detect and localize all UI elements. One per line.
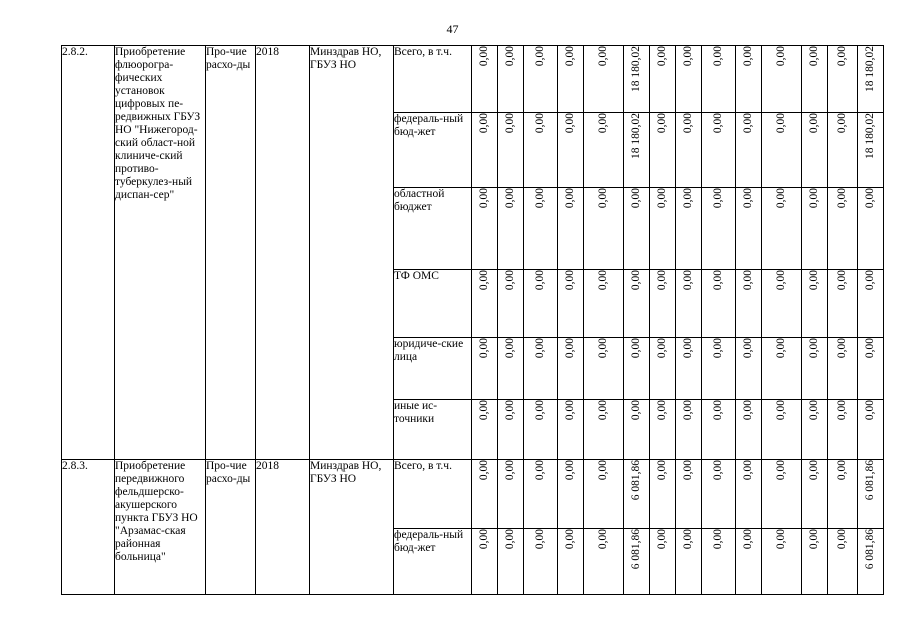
amount-value: 0,00 (656, 460, 668, 481)
funding-source: иные ис-точники (394, 400, 472, 460)
amount-cell (828, 113, 858, 188)
amount-value: 0,00 (712, 46, 724, 67)
amount-value: 0,00 (656, 529, 668, 550)
executor: Минздрав НО, ГБУЗ НО (310, 46, 394, 460)
amount-value: 0,00 (836, 113, 848, 134)
amount-cell (702, 338, 736, 400)
amount-cell (858, 188, 884, 270)
amount-cell (472, 113, 498, 188)
amount-cell (584, 338, 624, 400)
amount-value: 0,00 (742, 46, 754, 67)
amount-value: 0,00 (478, 188, 490, 209)
amount-cell (624, 338, 650, 400)
amount-cell (624, 400, 650, 460)
amount-value: 0,00 (656, 46, 668, 67)
amount-cell (650, 338, 676, 400)
amount-cell (802, 113, 828, 188)
amount-value: 0,00 (682, 46, 694, 67)
amount-value: 0,00 (712, 270, 724, 291)
amount-value: 0,00 (534, 270, 546, 291)
amount-value: 0,00 (564, 270, 576, 291)
funding-source: ТФ ОМС (394, 270, 472, 338)
amount-cell (702, 400, 736, 460)
amount-cell (802, 46, 828, 113)
amount-cell (858, 338, 884, 400)
amount-cell (858, 460, 884, 529)
amount-cell (802, 338, 828, 400)
amount-value: 0,00 (712, 338, 724, 359)
funding-source: областной бюджет (394, 188, 472, 270)
amount-cell (650, 113, 676, 188)
amount-value: 0,00 (742, 400, 754, 421)
amount-value: 0,00 (534, 529, 546, 550)
amount-value: 0,00 (808, 338, 820, 359)
amount-cell (650, 529, 676, 595)
amount-value: 0,00 (775, 270, 787, 291)
amount-value: 0,00 (682, 270, 694, 291)
amount-value: 0,00 (808, 46, 820, 67)
amount-value: 0,00 (478, 270, 490, 291)
amount-cell (858, 400, 884, 460)
amount-value: 0,00 (836, 188, 848, 209)
amount-value: 0,00 (808, 460, 820, 481)
amount-value: 0,00 (682, 400, 694, 421)
amount-cell (762, 529, 802, 595)
amount-value: 0,00 (478, 338, 490, 359)
amount-cell (702, 460, 736, 529)
amount-cell (702, 46, 736, 113)
amount-cell (472, 270, 498, 338)
amount-cell (498, 113, 524, 188)
item-name: Приобретение передвижного фельдшерско-акушерского пункта ГБУЗ НО "Арзамас-ская районная больница" (115, 460, 206, 595)
amount-cell (650, 188, 676, 270)
amount-value: 0,00 (864, 400, 876, 421)
amount-value: 0,00 (656, 188, 668, 209)
amount-value: 0,00 (597, 270, 609, 291)
amount-value: 0,00 (836, 338, 848, 359)
amount-cell (624, 46, 650, 113)
amount-value: 0,00 (775, 460, 787, 481)
amount-cell (828, 338, 858, 400)
amount-value: 0,00 (597, 460, 609, 481)
item-number: 2.8.3. (62, 460, 115, 595)
amount-cell (828, 529, 858, 595)
amount-value: 0,00 (656, 113, 668, 134)
amount-cell (584, 46, 624, 113)
amount-cell (762, 338, 802, 400)
amount-cell (676, 460, 702, 529)
amount-cell (828, 400, 858, 460)
amount-cell (524, 113, 558, 188)
amount-cell (762, 400, 802, 460)
amount-cell (802, 460, 828, 529)
amount-cell (676, 529, 702, 595)
amount-cell (584, 529, 624, 595)
amount-value: 0,00 (630, 400, 642, 421)
amount-value: 0,00 (775, 338, 787, 359)
amount-value: 0,00 (478, 113, 490, 134)
amount-cell (558, 400, 584, 460)
amount-value: 0,00 (742, 460, 754, 481)
amount-value: 6 081,86 (864, 529, 876, 570)
amount-cell (584, 188, 624, 270)
amount-cell (624, 113, 650, 188)
amount-cell (828, 188, 858, 270)
amount-value: 0,00 (808, 400, 820, 421)
amount-cell (802, 270, 828, 338)
amount-cell (676, 46, 702, 113)
amount-cell (736, 188, 762, 270)
amount-value: 0,00 (712, 188, 724, 209)
amount-cell (624, 270, 650, 338)
amount-cell (558, 460, 584, 529)
amount-value: 0,00 (564, 338, 576, 359)
amount-value: 0,00 (775, 188, 787, 209)
amount-cell (762, 188, 802, 270)
expense-type: Про-чие расхо-ды (206, 46, 256, 460)
amount-value: 0,00 (712, 529, 724, 550)
amount-value: 0,00 (712, 400, 724, 421)
amount-value: 6 081,86 (630, 529, 642, 570)
amount-value: 0,00 (808, 529, 820, 550)
amount-value: 0,00 (808, 113, 820, 134)
amount-value: 0,00 (504, 46, 516, 67)
amount-cell (736, 529, 762, 595)
amount-value: 0,00 (630, 338, 642, 359)
amount-cell (828, 46, 858, 113)
amount-value: 0,00 (504, 113, 516, 134)
amount-cell (524, 529, 558, 595)
amount-cell (584, 460, 624, 529)
amount-value: 0,00 (564, 400, 576, 421)
amount-value: 0,00 (597, 400, 609, 421)
amount-value: 0,00 (682, 113, 694, 134)
amount-value: 0,00 (564, 529, 576, 550)
amount-cell (858, 270, 884, 338)
amount-value: 0,00 (836, 46, 848, 67)
amount-cell (676, 188, 702, 270)
amount-value: 0,00 (504, 400, 516, 421)
amount-value: 0,00 (504, 460, 516, 481)
amount-value: 0,00 (808, 270, 820, 291)
amount-cell (676, 270, 702, 338)
amount-cell (524, 338, 558, 400)
amount-cell (498, 338, 524, 400)
amount-cell (828, 460, 858, 529)
amount-value: 0,00 (597, 188, 609, 209)
amount-cell (802, 188, 828, 270)
amount-cell (702, 113, 736, 188)
funding-source: федераль-ный бюд-жет (394, 529, 472, 595)
amount-value: 0,00 (534, 188, 546, 209)
amount-value: 0,00 (630, 270, 642, 291)
amount-cell (650, 270, 676, 338)
amount-value: 0,00 (564, 460, 576, 481)
amount-cell (498, 270, 524, 338)
amount-value: 6 081,86 (630, 460, 642, 501)
amount-value: 0,00 (836, 529, 848, 550)
amount-cell (676, 113, 702, 188)
amount-value: 0,00 (682, 529, 694, 550)
amount-value: 18 180,02 (630, 46, 642, 92)
amount-cell (702, 188, 736, 270)
item-number: 2.8.2. (62, 46, 115, 460)
amount-cell (736, 338, 762, 400)
amount-cell (736, 113, 762, 188)
amount-value: 0,00 (682, 460, 694, 481)
amount-cell (858, 46, 884, 113)
amount-value: 0,00 (742, 529, 754, 550)
amount-value: 0,00 (597, 46, 609, 67)
amount-cell (472, 188, 498, 270)
amount-cell (472, 529, 498, 595)
amount-cell (558, 270, 584, 338)
amount-value: 0,00 (597, 113, 609, 134)
amount-cell (472, 46, 498, 113)
amount-value: 0,00 (504, 338, 516, 359)
amount-cell (802, 400, 828, 460)
amount-cell (736, 46, 762, 113)
amount-cell (702, 529, 736, 595)
amount-cell (762, 460, 802, 529)
amount-cell (558, 46, 584, 113)
amount-cell (650, 460, 676, 529)
amount-value: 0,00 (478, 460, 490, 481)
amount-value: 0,00 (742, 270, 754, 291)
amount-value: 0,00 (864, 338, 876, 359)
item-name: Приобретение флюорогра-фических установок цифровых пе-редвижных ГБУЗ НО "Нижегород-ский област-ной клиниче-ский противо-туберкулез-ный диспан-сер" (115, 46, 206, 460)
amount-value: 0,00 (534, 400, 546, 421)
amount-cell (736, 400, 762, 460)
amount-cell (762, 113, 802, 188)
amount-value: 0,00 (836, 460, 848, 481)
page-number: 47 (446, 22, 459, 36)
amount-value: 18 180,02 (630, 113, 642, 159)
amount-value: 0,00 (564, 113, 576, 134)
table-row (62, 460, 884, 529)
amount-cell (498, 529, 524, 595)
amount-cell (650, 46, 676, 113)
amount-cell (762, 46, 802, 113)
amount-value: 0,00 (478, 46, 490, 67)
amount-value: 18 180,02 (864, 46, 876, 92)
funding-source: юридиче-ские лица (394, 338, 472, 400)
amount-cell (472, 338, 498, 400)
table-row (62, 46, 884, 113)
budget-table (61, 45, 884, 595)
amount-value: 0,00 (836, 270, 848, 291)
amount-value: 0,00 (478, 529, 490, 550)
amount-cell (858, 113, 884, 188)
amount-value: 0,00 (656, 270, 668, 291)
funding-source: Всего, в т.ч. (394, 460, 472, 529)
amount-cell (558, 188, 584, 270)
amount-value: 0,00 (712, 460, 724, 481)
amount-cell (802, 529, 828, 595)
amount-value: 0,00 (775, 46, 787, 67)
amount-value: 0,00 (534, 460, 546, 481)
amount-value: 0,00 (742, 113, 754, 134)
amount-cell (498, 400, 524, 460)
amount-cell (584, 400, 624, 460)
amount-value: 0,00 (504, 270, 516, 291)
amount-value: 0,00 (564, 188, 576, 209)
amount-cell (498, 46, 524, 113)
amount-value: 0,00 (775, 529, 787, 550)
amount-value: 0,00 (504, 529, 516, 550)
amount-value: 0,00 (534, 338, 546, 359)
amount-cell (558, 529, 584, 595)
amount-cell (524, 400, 558, 460)
amount-value: 0,00 (656, 338, 668, 359)
amount-cell (524, 460, 558, 529)
amount-value: 0,00 (742, 338, 754, 359)
amount-value: 18 180,02 (864, 113, 876, 159)
amount-cell (558, 113, 584, 188)
amount-cell (624, 460, 650, 529)
amount-value: 0,00 (742, 188, 754, 209)
amount-value: 0,00 (534, 113, 546, 134)
amount-cell (558, 338, 584, 400)
amount-value: 0,00 (864, 188, 876, 209)
amount-value: 0,00 (656, 400, 668, 421)
amount-cell (736, 460, 762, 529)
amount-cell (498, 188, 524, 270)
amount-value: 0,00 (864, 270, 876, 291)
year: 2018 (256, 460, 310, 595)
funding-source: федераль-ный бюд-жет (394, 113, 472, 188)
amount-cell (624, 529, 650, 595)
amount-cell (584, 113, 624, 188)
amount-value: 0,00 (775, 400, 787, 421)
amount-cell (676, 400, 702, 460)
amount-cell (584, 270, 624, 338)
amount-value: 0,00 (630, 188, 642, 209)
amount-cell (828, 270, 858, 338)
amount-value: 0,00 (597, 529, 609, 550)
amount-value: 0,00 (682, 188, 694, 209)
amount-cell (736, 270, 762, 338)
executor: Минздрав НО, ГБУЗ НО (310, 460, 394, 595)
amount-cell (762, 270, 802, 338)
amount-cell (524, 46, 558, 113)
amount-value: 0,00 (712, 113, 724, 134)
amount-cell (524, 188, 558, 270)
expense-type: Про-чие расхо-ды (206, 460, 256, 595)
amount-cell (702, 270, 736, 338)
amount-cell (676, 338, 702, 400)
amount-cell (472, 400, 498, 460)
amount-value: 0,00 (504, 188, 516, 209)
amount-value: 0,00 (836, 400, 848, 421)
amount-value: 0,00 (564, 46, 576, 67)
amount-value: 0,00 (534, 46, 546, 67)
amount-cell (858, 529, 884, 595)
amount-value: 0,00 (808, 188, 820, 209)
amount-cell (524, 270, 558, 338)
funding-source: Всего, в т.ч. (394, 46, 472, 113)
amount-value: 0,00 (775, 113, 787, 134)
amount-cell (472, 460, 498, 529)
amount-cell (498, 460, 524, 529)
amount-cell (624, 188, 650, 270)
amount-value: 0,00 (597, 338, 609, 359)
amount-value: 6 081,86 (864, 460, 876, 501)
amount-value: 0,00 (478, 400, 490, 421)
year: 2018 (256, 46, 310, 460)
amount-value: 0,00 (682, 338, 694, 359)
amount-cell (650, 400, 676, 460)
